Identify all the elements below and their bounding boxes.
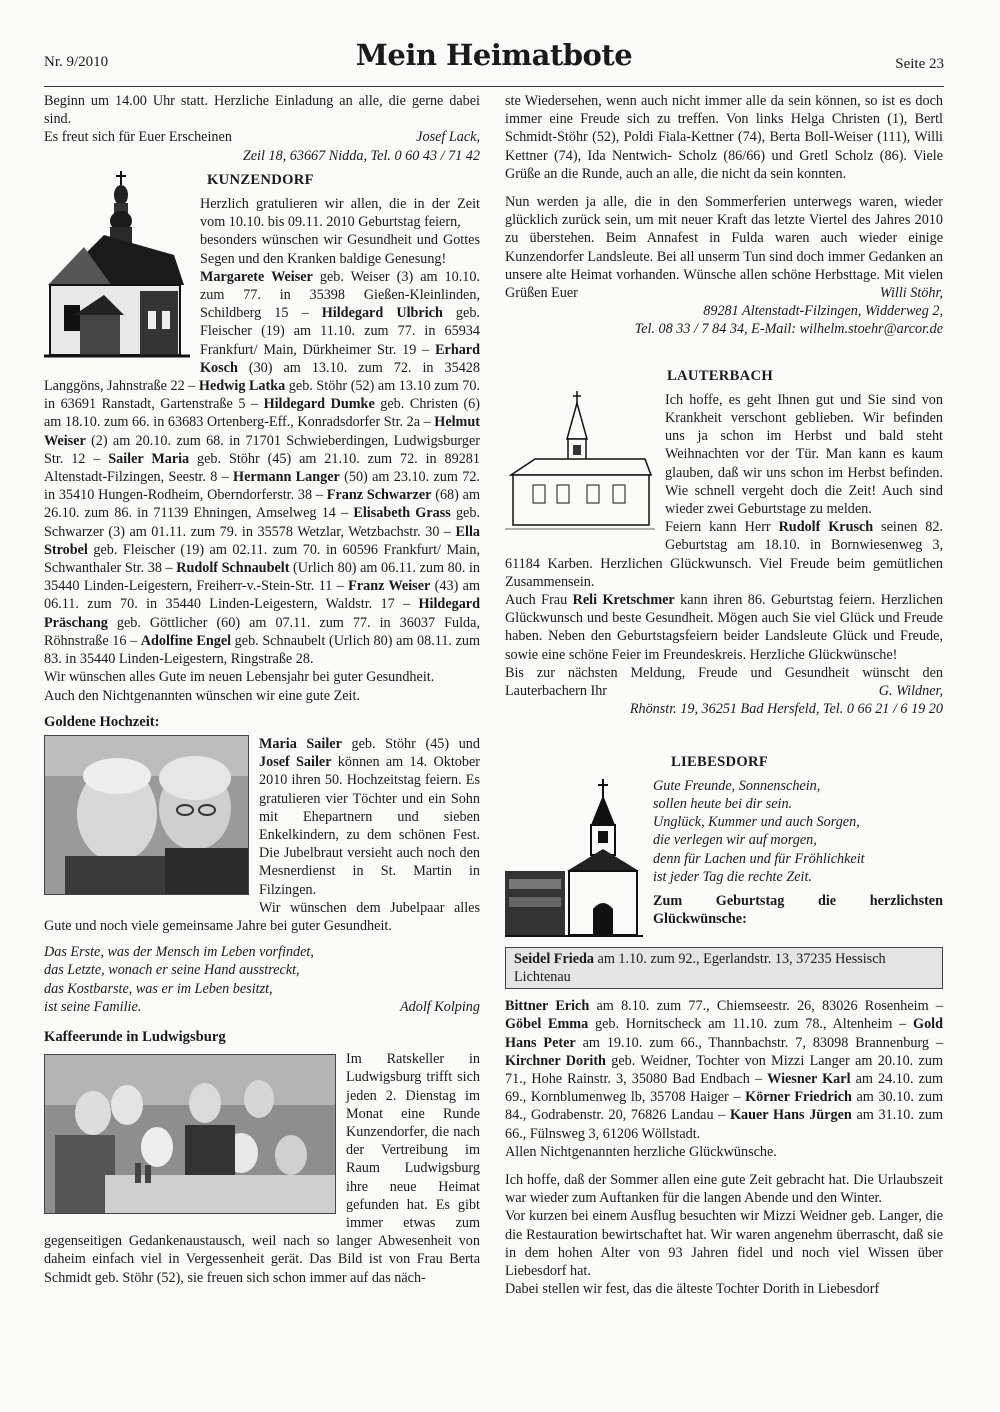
person-name: Rudolf Krusch (778, 519, 874, 536)
kunzendorf-wishes: besonders wünschen wir Gesundheit und Gottes Segen und den Kranken baldige Genesung! (200, 232, 480, 267)
newspaper-title: Mein Heimatbote (355, 38, 633, 72)
birthday-detail: geb. Fleischer (19) am 02.11. zum 70. in 60596 Frankfurt/ Main, Schwanthaler Str. 38 – (44, 541, 480, 577)
left-column (44, 92, 480, 1287)
wedding-detail: geb. Stöhr (45) und (341, 735, 480, 752)
person-name: Göbel Emma (505, 1016, 589, 1033)
kunzendorf-outro (505, 193, 943, 302)
person-name: Maria Sailer (259, 735, 342, 752)
page-header (44, 40, 944, 82)
section-title-lauterbach: LAUTERBACH (667, 367, 773, 384)
golden-wedding-photo (44, 735, 249, 895)
kaffeerunde-continuation: ste Wiedersehen, wenn auch nicht immer alle da sein können, so ist es doch immer eine Freude sich zu treffen. Von links Helga Christen (1), Bertl Schmidt-Stöhr (52), Poldi Fiala-Kettner (74), Berta Boll-Weiser (111), Willi Kettner (74), Ida Nentwich- Scholz (86/66) und Gretl Scholz (86). Viele Grüße an die Runde, auch an alle, die nicht da sein konnten. (505, 93, 943, 182)
birthday-detail: geb. Schnaubelt (Urlich 80) am 08.11. zum 83. in 35440 Linden-Leigestern, Ringstraße 28. (44, 632, 480, 668)
issue-number: Nr. 9/2010 (44, 54, 109, 70)
birthday-detail: geb. Christen (6) am 18.10. zum 66. in 63683 Ortenberg-Eff., Konradsdorfer Str. 2a – (44, 396, 481, 431)
person-name: Hildegard Präschang (44, 596, 480, 631)
section-title-kunzendorf: KUNZENDORF (207, 171, 314, 188)
person-name: Hermann Langer (233, 469, 340, 486)
birthday-detail: geb. Weidner, Tochter von Mizzi Langer am 20.10. zum 71., Hohe Rainstr. 3, 35080 Bad Endbach – (505, 1052, 943, 1087)
birthday-detail: geb. Hornitscheck am 11.10. zum 78., Altenheim – (588, 1016, 914, 1033)
group-photo-icon (45, 1055, 335, 1213)
birthday-detail: geb. Stöhr (52) am 13.10 zum 70. in 63691 Ranstadt, Gartenstraße 5 – (44, 378, 480, 413)
birthday-detail: geb. Schwarzer (3) am 01.11. zum 79. in 35578 Wetzlar, Wetzbachstr. 30 – (44, 505, 480, 540)
intro-text: Beginn um 14.00 Uhr statt. Herzliche Einladung an alle, die gerne dabei sind. (44, 93, 480, 128)
quote-line: das Kostbarste, was er im Leben besitzt, (44, 980, 273, 997)
golden-wedding-wishes: Wir wünschen dem Jubelpaar alles Gute und noch viele gemeinsame Jahre bei guter Gesundheit. (44, 899, 480, 934)
person-name: Bittner Erich (505, 998, 590, 1015)
church-icon (505, 779, 643, 939)
liebesdorf-birthday-list (505, 997, 943, 1143)
kunzendorf-greeting: Herzlich gratulieren wir allen, die in der Zeit vom 10.10. bis 09.11. 2010 Geburtstag feiern, (200, 196, 480, 231)
liebesdorf-visit-text: Vor kurzen bei einem Ausflug besuchten wir Mizzi Weidner geb. Langer, die die Restauration bewirtschaftet hat. Wir waren angenehm überrascht, daß sie in dem hohen Alter von 93 Jahren fidel und noch viel Wissen über Liebesdorf hat. (505, 1208, 943, 1279)
lauterbach-church-illustration (505, 391, 655, 541)
poem-line: ist jeder Tag die rechte Zeit. (653, 868, 812, 885)
liebesdorf-summer-text: Ich hoffe, daß der Sommer allen eine gute Zeit gebracht hat. Die Urlaubszeit war wieder zum Auftanken für die langen Abende und den Winter. (505, 1171, 943, 1207)
person-name: Erhard Kosch (200, 341, 480, 376)
lauterbach-address: Rhönstr. 19, 36251 Bad Hersfeld, Tel. 0 66 21 / 6 19 20 (629, 701, 943, 718)
intro-signature: Josef Lack, (416, 129, 480, 146)
birthday-detail: (2) am 20.10. zum 68. in 71701 Schwieberdingen, Ludwigsburger Str. 12 – (44, 432, 480, 467)
birthday-detail: geb. Fleischer (19) am 11.10. zum 77. in 65934 Frankfurt/ Main, Dürkheimer Str. 19 – (200, 305, 480, 358)
liebesdorf-heading: Zum Geburtstag die herzlichsten Glückwünsche: (653, 892, 943, 928)
person-name: Hildegard Ulbrich (321, 305, 443, 322)
birthday-detail: (50) am 23.10. zum 72. in 35410 Hungen-Rodheim, Oberndorferstr. 38 – (44, 469, 480, 504)
lauterbach-intro: Ich hoffe, es geht Ihnen gut und Sie sind von Krankheit verschont geblieben. Wir befinden uns ja schon im Herbst und bald steht Weihnachten vor der Tür. Man kann es kaum glauben, daß wir uns schon im Herbst befinden. Wie schnell vergeht doch die Zeit! Auch sind wieder zwei Geburtstage zu melden. (665, 391, 943, 518)
poem-line: die verlegen wir auf morgen, (653, 832, 817, 849)
text: Auch Frau (505, 592, 573, 609)
person-name: Elisabeth Grass (353, 505, 451, 522)
birthday-detail: am 24.10. zum 69., Kornblumenweg lb, 35708 Haiger – (505, 1070, 943, 1106)
kaffeerunde-photo (44, 1054, 336, 1214)
birthday-detail: am 8.10. zum 77., Chiemseestr. 26, 83026 Rosenheim – (589, 998, 943, 1015)
person-name: Wiesner Karl (767, 1070, 851, 1087)
couple-photo-icon (45, 736, 248, 894)
birthday-detail: am 30.10. zum 84., Godrabenstr. 20, 76826 Landau – (505, 1089, 943, 1124)
birthday-detail: (Urlich 80) am 06.11. zum 80. in 35440 Linden-Leigestern, Freiherr-v.-Stein-Str. 11 – (44, 560, 481, 595)
text: kann ihren 86. Geburtstag feiern. Herzlichen Glückwunsch und beste Gesundheit. Mögen auch Sie viel Glück und Freude haben. Neben den Geburtstagsfeiern beider Landsleute Glück und Freude, sowie eine schöne Feier im Freundeskreis. Herzliche Glückwünsche! (505, 592, 943, 663)
outro-address-1: 89281 Altenstadt-Filzingen, Widderweg 2, (703, 303, 943, 320)
section-title-golden-wedding: Goldene Hochzeit: (44, 713, 160, 730)
kunzendorf-closing-2: Auch den Nichtgenannten wünschen wir eine gute Zeit. (44, 687, 360, 704)
section-title-liebesdorf: LIEBESDORF (671, 753, 769, 770)
birthday-detail: am 31.10. zum 66., Fülnsweg 3, 61206 Wöllstadt. (505, 1107, 943, 1142)
poem-line: denn für Lachen und für Fröhlichkeit (653, 850, 865, 867)
lauterbach-closing (505, 664, 943, 700)
person-name: Seidel Frieda (514, 950, 594, 967)
lauterbach-signature: G. Wildner, (878, 683, 943, 700)
birthday-detail: geb. Göttlicher (60) am 07.11. zum 77. in 36037 Fulda, Röhnstraße 16 – (44, 614, 480, 649)
text: seinen 82. Geburtstag am 18.10. in Bornwiesenweg 3, 61184 Karben. Herzlichen Glückwunsch. Viel Freude beim gemütlichen Zusammensein. (505, 519, 944, 590)
kunzendorf-church-illustration (44, 165, 190, 361)
person-name: Hedwig Latka (198, 378, 286, 395)
quote-line: das Letzte, wonach er seine Hand ausstreckt, (44, 962, 300, 979)
highlighted-birthday-box (505, 947, 943, 989)
liebesdorf-closing: Allen Nichtgenannten herzliche Glückwünsche. (505, 1143, 777, 1160)
person-name: Ella Strobel (44, 523, 480, 558)
church-icon (505, 391, 655, 541)
birthday-detail: geb. Stöhr (45) am 21.10. zum 72. in 89281 Altenstadt-Filzingen, Seestr. 8 – (44, 450, 480, 486)
person-name: Sailer Maria (108, 450, 190, 467)
person-name: Reli Kretschmer (572, 592, 675, 609)
birthday-detail: (43) am 06.11. zum 70. in 35440 Linden-Leigestern, Waldstr. 17 – (44, 578, 480, 613)
kaffeerunde-text: Im Ratskeller in Ludwigsburg trifft sich jeden 2. Dienstag im Monat eine Runde Kunzendorfer, die nach der Vertreibung im Raum Ludwigsburg ihre neue Heimat gefunden hat. Es gibt immer etwas zum gegenseitigen Gedankenaustausch, weil nach so langer Abwesenheit von daheim einfach viel in Vergessenheit gerät. Das Bild ist von Frau Berta Schmidt geb. Stöhr (52), sie freuen sich schon immer auf das näch- (44, 1051, 480, 1286)
person-name: Hildegard Dumke (263, 396, 375, 413)
birthday-detail: (68) am 26.10. zum 86. in 71139 Ehningen, Amselweg 14 – (44, 487, 480, 522)
person-name: Helmut Weiser (44, 414, 480, 449)
kolping-quote (44, 943, 480, 1016)
birthday-detail: geb. Weiser (3) am 10.10. zum 77. in 35398 Gießen-Kleinlinden, Schildberg 15 – (200, 268, 480, 322)
quote-line: Das Erste, was der Mensch im Leben vorfindet, (44, 944, 314, 961)
person-name: Kauer Hans Jürgen (729, 1107, 852, 1124)
right-column (505, 92, 943, 1298)
church-icon (44, 165, 190, 361)
person-name: Franz Weiser (348, 578, 431, 595)
page-number: Seite 23 (895, 56, 944, 72)
intro-closing: Es freut sich für Euer Erscheinen (44, 129, 232, 146)
person-name: Körner Friedrich (745, 1089, 852, 1106)
person-name: Rudolf Schnaubelt (176, 560, 290, 577)
poem-line: sollen heute bei dir sein. (653, 795, 793, 812)
intro-address: Zeil 18, 63667 Nidda, Tel. 0 60 43 / 71 42 (242, 147, 480, 164)
lauterbach-birthday-2 (505, 591, 943, 664)
section-title-kaffeerunde: Kaffeerunde in Ludwigsburg (44, 1028, 226, 1045)
liebesdorf-church-illustration (505, 779, 643, 939)
outro-address-2: Tel. 08 33 / 7 84 34, E-Mail: wilhelm.stoehr@arcor.de (634, 321, 943, 338)
header-rule (44, 86, 944, 87)
quote-line: ist seine Familie. (44, 998, 142, 1015)
kunzendorf-closing-1: Wir wünschen alles Gute im neuen Lebensjahr bei guter Gesundheit. (44, 669, 435, 686)
outro-text: Nun werden ja alle, die in den Sommerferien unterwegs waren, wieder glücklich zurück sein, um mit neuer Kraft das letzte Viertel des Jahres 2010 zu überstehen. Beim Annafest in Fulda waren auch wieder einige Kunzendorfer Landsleute. Bei all unserm Tun sind doch immer Gedanken an unsere alte Heimat vorhanden. Wünsche allen schöne Herbsttage. Mit vielen Grüßen Euer (505, 194, 943, 302)
closing-text: Bis zur nächsten Meldung, Freude und Gesundheit wünscht den Lauterbachern Ihr (505, 664, 943, 700)
outro-signature: Willi Stöhr, (879, 285, 943, 302)
wedding-detail: können am 14. Oktober 2010 ihren 50. Hochzeitstag feiern. Es gratulieren vier Töchter und ein Sohn mit Ehepartnern und sieben Enkelkindern, zu dem schönen Fest. Die Jubelbraut versieht auch noch den Mesnerdienst in St. Martin in Filzingen. (259, 754, 480, 898)
person-name: Franz Schwarzer (326, 487, 432, 504)
birthday-detail: am 1.10. zum 92., Egerlandstr. 13, 37235 Hessisch Lichtenau (514, 950, 886, 985)
birthday-detail: (30) am 13.10. zum 72. in 35428 Langgöns, Jahnstraße 22 – (44, 359, 480, 395)
poem-line: Unglück, Kummer und auch Sorgen, (653, 814, 860, 831)
person-name: Adolfine Engel (140, 632, 232, 649)
poem-line: Gute Freunde, Sonnenschein, (653, 777, 821, 794)
text: Feiern kann Herr (665, 519, 779, 536)
liebesdorf-final-text: Dabei stellen wir fest, das die älteste Tochter Dorith in Liebesdorf (505, 1281, 880, 1298)
person-name: Margarete Weiser (200, 268, 313, 285)
person-name: Kirchner Dorith (505, 1052, 606, 1069)
birthday-detail: am 19.10. zum 66., Thannbachstr. 7, 83098 Brannenburg – (575, 1034, 943, 1051)
quote-author: Adolf Kolping (399, 998, 480, 1015)
person-name: Gold Hans Peter (505, 1016, 944, 1051)
intro-signature-row (44, 128, 480, 146)
person-name: Josef Sailer (259, 754, 332, 771)
